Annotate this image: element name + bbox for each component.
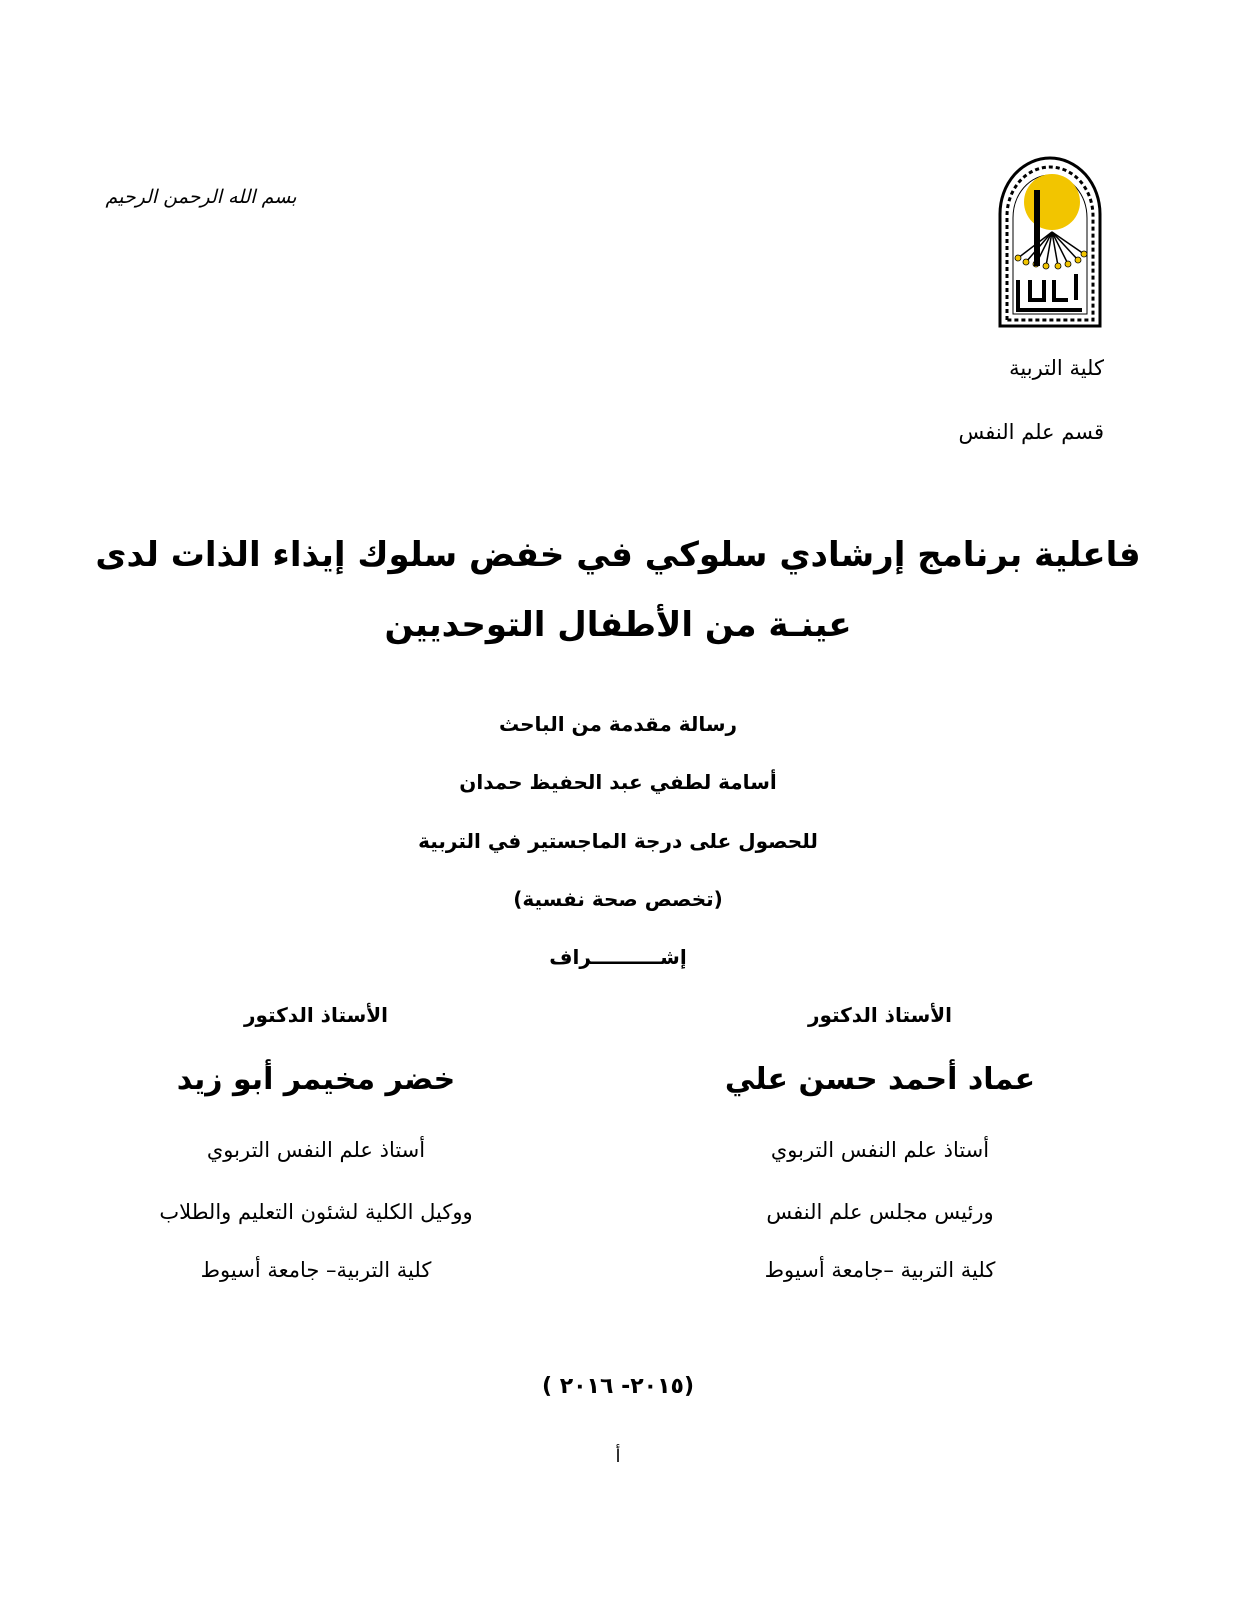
supervisor-2-line2-row [86,1200,546,1224]
faculty-name: كلية التربية [1009,356,1104,380]
supervisor-1-affiliation: كلية التربية –جامعة أسيوط [764,1258,996,1282]
supervisor-1-name-row [650,1062,1110,1097]
sun-icon [1024,174,1080,230]
page-number: أ [615,1446,621,1467]
specialization-line: (تخصص صحة نفسية) [513,887,723,911]
academic-years: (٢٠١٥- ٢٠١٦ ) [541,1374,694,1399]
supervisor-2-rank-label: الأستاذ الدكتور [243,1003,389,1027]
supervisor-1-position: ورئيس مجلس علم النفس [766,1200,994,1224]
supervisor-1-rank-label: الأستاذ الدكتور [807,1003,953,1027]
thesis-title-line2: عينـة من الأطفال التوحديين [384,605,852,645]
logo-emblem-icon [996,154,1104,328]
university-logo [996,154,1104,328]
supervisor-2-title: أستاذ علم النفس التربوي [206,1138,426,1162]
supervisor-2-affiliation: كلية التربية– جامعة أسيوط [200,1258,432,1282]
thesis-title-line1: فاعلية برنامج إرشادي سلوكي في خفض سلوك إيذاء الذات لدى [95,535,1141,575]
supervisor-2-position: ووكيل الكلية لشئون التعليم والطلاب [159,1200,473,1224]
supervision-heading: إشــــــــــراف [549,945,687,969]
presented-by: رسالة مقدمة من الباحث [498,712,738,736]
supervisor-1-title: أستاذ علم النفس التربوي [770,1138,990,1162]
supervisor-2-line1-row [86,1138,546,1162]
basmala: بسم الله الرحمن الرحيم [105,186,297,208]
thesis-title [80,520,1156,660]
supervisor-1-name: عماد أحمد حسن علي [724,1062,1036,1097]
supervisor-2-rank [86,1003,546,1027]
supervisor-2-name: خضر مخيمر أبو زيد [176,1062,456,1097]
department-name: قسم علم النفس [958,420,1104,444]
supervisor-1-line1-row [650,1138,1110,1162]
supervisor-1-rank [650,1003,1110,1027]
supervisor-1-line3-row [650,1258,1110,1282]
researcher-name: أسامة لطفي عبد الحفيظ حمدان [459,770,777,794]
supervisor-2-line3-row [86,1258,546,1282]
supervisor-1-line2-row [650,1200,1110,1224]
degree-line: للحصول على درجة الماجستير في التربية [418,829,818,853]
supervisor-2-name-row [86,1062,546,1097]
